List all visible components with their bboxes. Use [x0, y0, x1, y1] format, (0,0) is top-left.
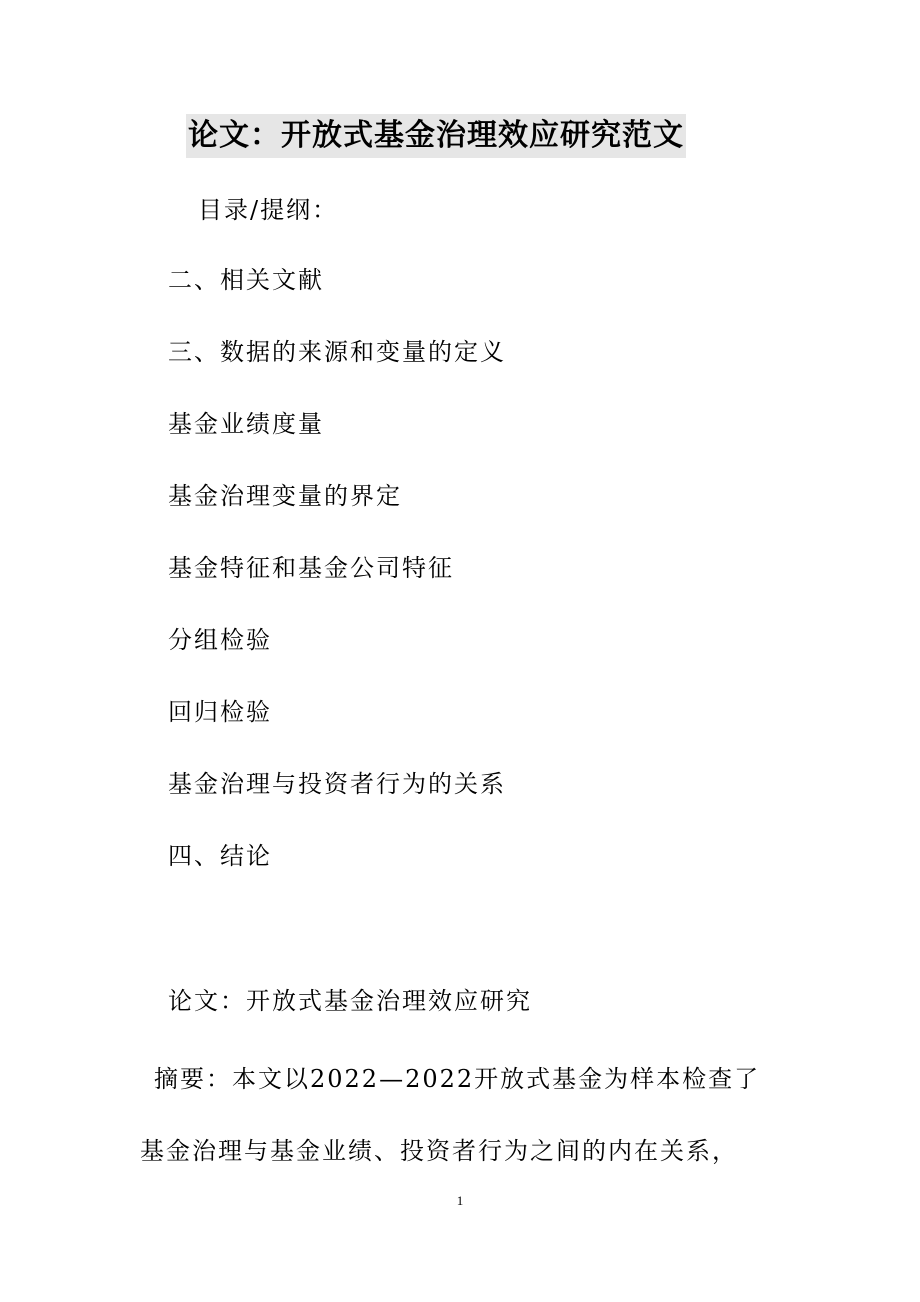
toc-item: 三、数据的来源和变量的定义 — [168, 338, 506, 366]
toc-item: 基金治理变量的界定 — [168, 482, 402, 510]
toc-item: 回归检验 — [168, 698, 272, 726]
toc-item: 分组检验 — [168, 626, 272, 654]
page-number: 1 — [456, 1193, 464, 1208]
toc-item: 基金特征和基金公司特征 — [168, 554, 454, 582]
document-title: 论文：开放式基金治理效应研究范文 — [186, 114, 686, 158]
abstract-text-line: 摘要：本文以2022—2022开放式基金为样本检查了 — [154, 1065, 761, 1093]
toc-item: 基金业绩度量 — [168, 410, 324, 438]
toc-item: 基金治理与投资者行为的关系 — [168, 770, 506, 798]
paper-title: 论文：开放式基金治理效应研究 — [168, 987, 532, 1015]
toc-heading: 目录/提纲： — [198, 196, 339, 224]
toc-item: 二、相关文献 — [168, 266, 324, 294]
toc-item: 四、结论 — [168, 842, 272, 870]
abstract-text-line: 基金治理与基金业绩、投资者行为之间的内在关系， — [140, 1137, 738, 1165]
